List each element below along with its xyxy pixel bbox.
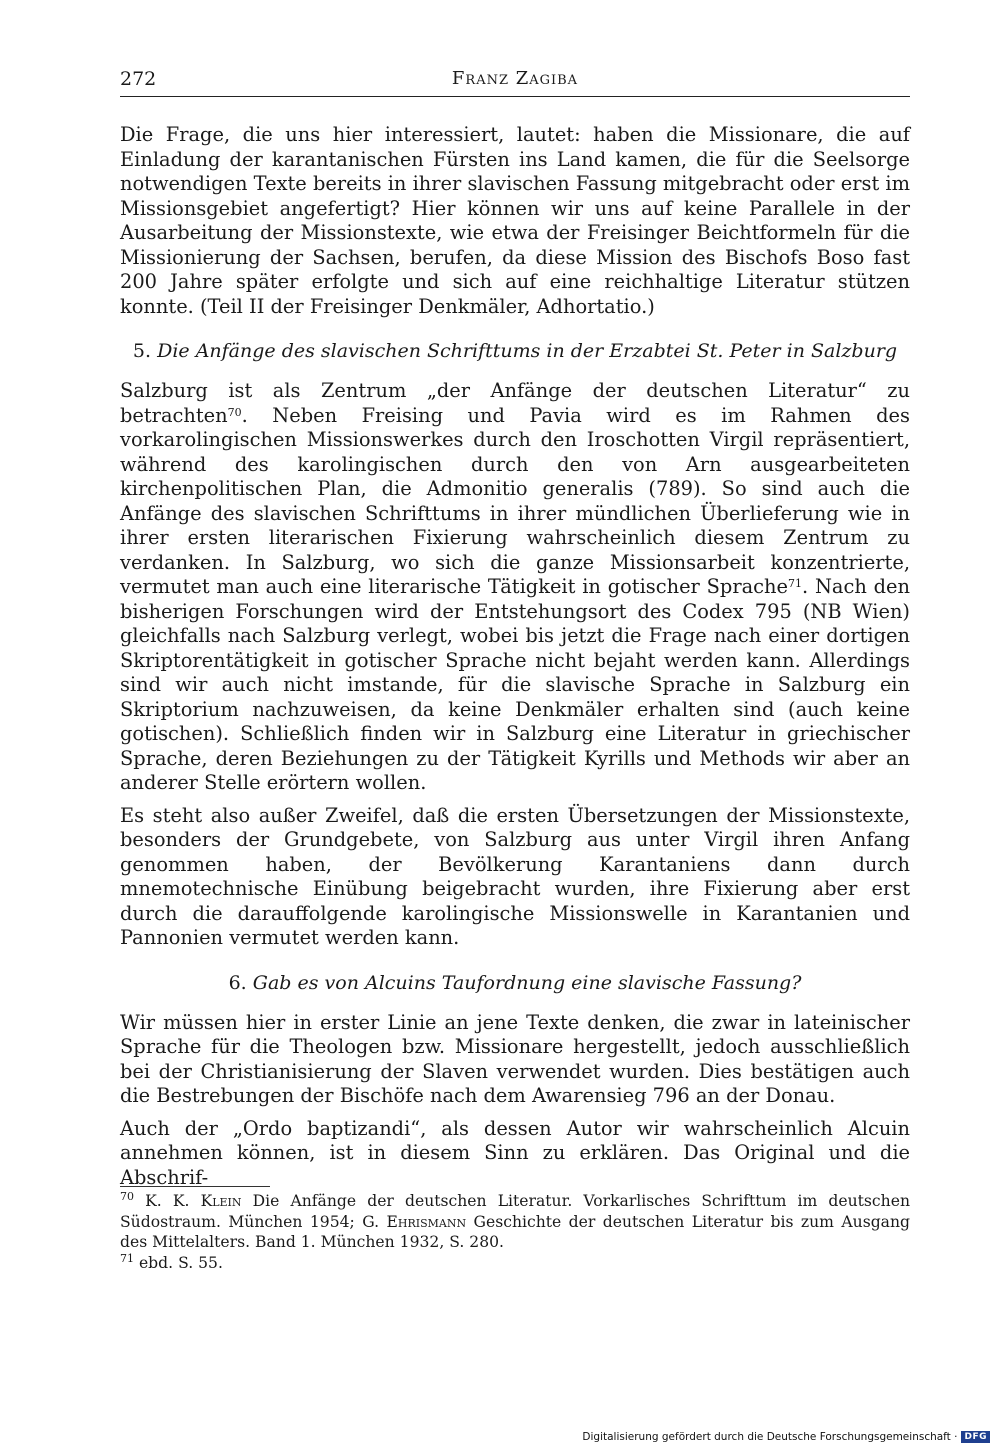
- page-header: [120, 66, 910, 97]
- credit-text: Digitalisierung gefördert durch die Deutsche Forschungsgemeinschaft ·: [582, 1431, 958, 1443]
- section-title: Gab es von Alcuins Taufordnung eine slavische Fassung?: [252, 971, 802, 994]
- footnote-text: K. K.: [134, 1192, 201, 1210]
- paragraph-text: . Nach den bisherigen Forschungen wird der Entstehungsort des Codex 795 (NB Wien) gleichfalls nach Salzburg verlegt, wobei bis jetzt die Frage nach einer dortigen Skriptorentätigkeit in gotischer Sprache nicht bejaht werden kann. Allerdings sind wir auch nicht imstande, für die slavische Sprache in Salzburg ein Skriptorium nachzuweisen, da keine Denkmäler erhalten sind (auch keine gotischen). Schließlich finden wir in Salzburg eine Literatur in griechischer Sprache, deren Beziehungen zu der Tätigkeit Kyrills und Methods wir aber an anderer Stelle erörtern wollen.: [120, 575, 910, 794]
- footnote-number: 70: [120, 1190, 134, 1203]
- footnote-number: 71: [120, 1251, 134, 1265]
- main-text: [120, 123, 910, 1190]
- paragraph-intro-question: Die Frage, die uns hier interessiert, lautet: haben die Missionare, die auf Einladung der karantanischen Fürsten ins Land kamen, die für die Seelsorge notwendigen Texte bereits in ihrer slavischen Fassung mitgebracht oder erst im Missionsgebiet angefertigt? Hier können wir uns auf keine Parallele in der Ausarbeitung der Missionstexte, wie etwa der Freisinger Beichtformeln für die Missionierung der Sachsen, berufen, da diese Mission des Bischofs Boso fast 200 Jahre später erfolgte und sich auf eine reichhaltige Literatur stützen konnte. (Teil II der Freisinger Denkmäler, Adhortatio.): [120, 123, 910, 318]
- footnote-text: Geschichte der deutschen Literatur bis zum Ausgang des Mittelalters. Band 1. München 1932, S. 280.: [120, 1212, 910, 1251]
- section-title: Die Anfänge des slavischen Schrifttums in der Erzabtei St. Peter in Salzburg: [157, 340, 898, 362]
- paragraph-text: . Neben Freising und Pavia wird es im Rahmen des vorkarolingischen Missionswerkes durch den Iroschotten Virgil repräsentiert, während des karolingischen durch den von Arn ausgearbeiteten kirchenpolitischen Plan, die Admonitio generalis (789). So sind auch die Anfänge des slavischen Schrifttums in ihrer mündlichen Überlieferung wie in ihrer ersten literarischen Fixierung wahrscheinlich diesem Zentrum zu verdanken. In Salzburg, wo sich die ganze Missionsarbeit konzentrierte, vermutet man auch eine literarische Tätigkeit in gotischer Sprache: [120, 403, 910, 598]
- paragraph-salzburg: [120, 379, 910, 796]
- section-number: 5.: [132, 340, 152, 362]
- dfg-logo: DFG: [961, 1431, 990, 1443]
- footnote-71: [120, 1253, 910, 1274]
- paragraph-text: Salzburg ist als Zentrum „der Anfänge der deutschen Literatur“ zu betrachten: [120, 379, 910, 427]
- footnote-author: Klein: [200, 1192, 242, 1210]
- section-heading-6: [120, 971, 910, 995]
- footnote-70: [120, 1191, 910, 1253]
- section-number: 6.: [228, 971, 247, 994]
- paragraph-texts: Wir müssen hier in erster Linie an jene Texte denken, die zwar in lateinischer Sprache für die Theologen bzw. Missionare hergestellt, jedoch ausschließlich bei der Christianisierung der Slaven verwendet wurden. Dies bestätigen auch die Bestrebungen der Bischöfe nach dem Awarensieg 796 an der Donau.: [120, 1010, 910, 1107]
- footnote-author: Ehrismann: [386, 1212, 467, 1231]
- footnote-ref-71[interactable]: 71: [787, 577, 802, 590]
- page-number: 272: [120, 68, 157, 90]
- footnote-text: ebd. S. 55.: [134, 1253, 223, 1272]
- footnote-text: Die Anfänge der deutschen Literatur. Vorkarlisches Schrifttum im deutschen Südostraum. München 1954; G.: [120, 1192, 910, 1231]
- digitization-credit: [582, 1431, 990, 1443]
- running-head-author: Franz Zagiba: [451, 68, 579, 89]
- section-heading-5: [120, 339, 910, 363]
- footnote-ref-70[interactable]: 70: [227, 405, 242, 419]
- footnotes: [120, 1186, 910, 1273]
- paragraph-conclusion: Es steht also außer Zweifel, daß die ersten Übersetzungen der Missionstexte, besonders der Grundgebete, von Salzburg aus unter Virgil ihren Anfang genommen haben, der Bevölkerung Karantaniens dann durch mnemotechnische Einübung beigebracht wurden, ihre Fixierung aber erst durch die darauffolgende karolingische Missionswelle in Karantanien und Pannonien vermutet werden kann.: [120, 803, 910, 949]
- footnote-divider: [120, 1186, 270, 1187]
- paragraph-ordo: Auch der „Ordo baptizandi“, als dessen Autor wir wahrscheinlich Alcuin annehmen können, ist in diesem Sinn zu erklären. Das Original und die Abschrif-: [120, 1116, 910, 1189]
